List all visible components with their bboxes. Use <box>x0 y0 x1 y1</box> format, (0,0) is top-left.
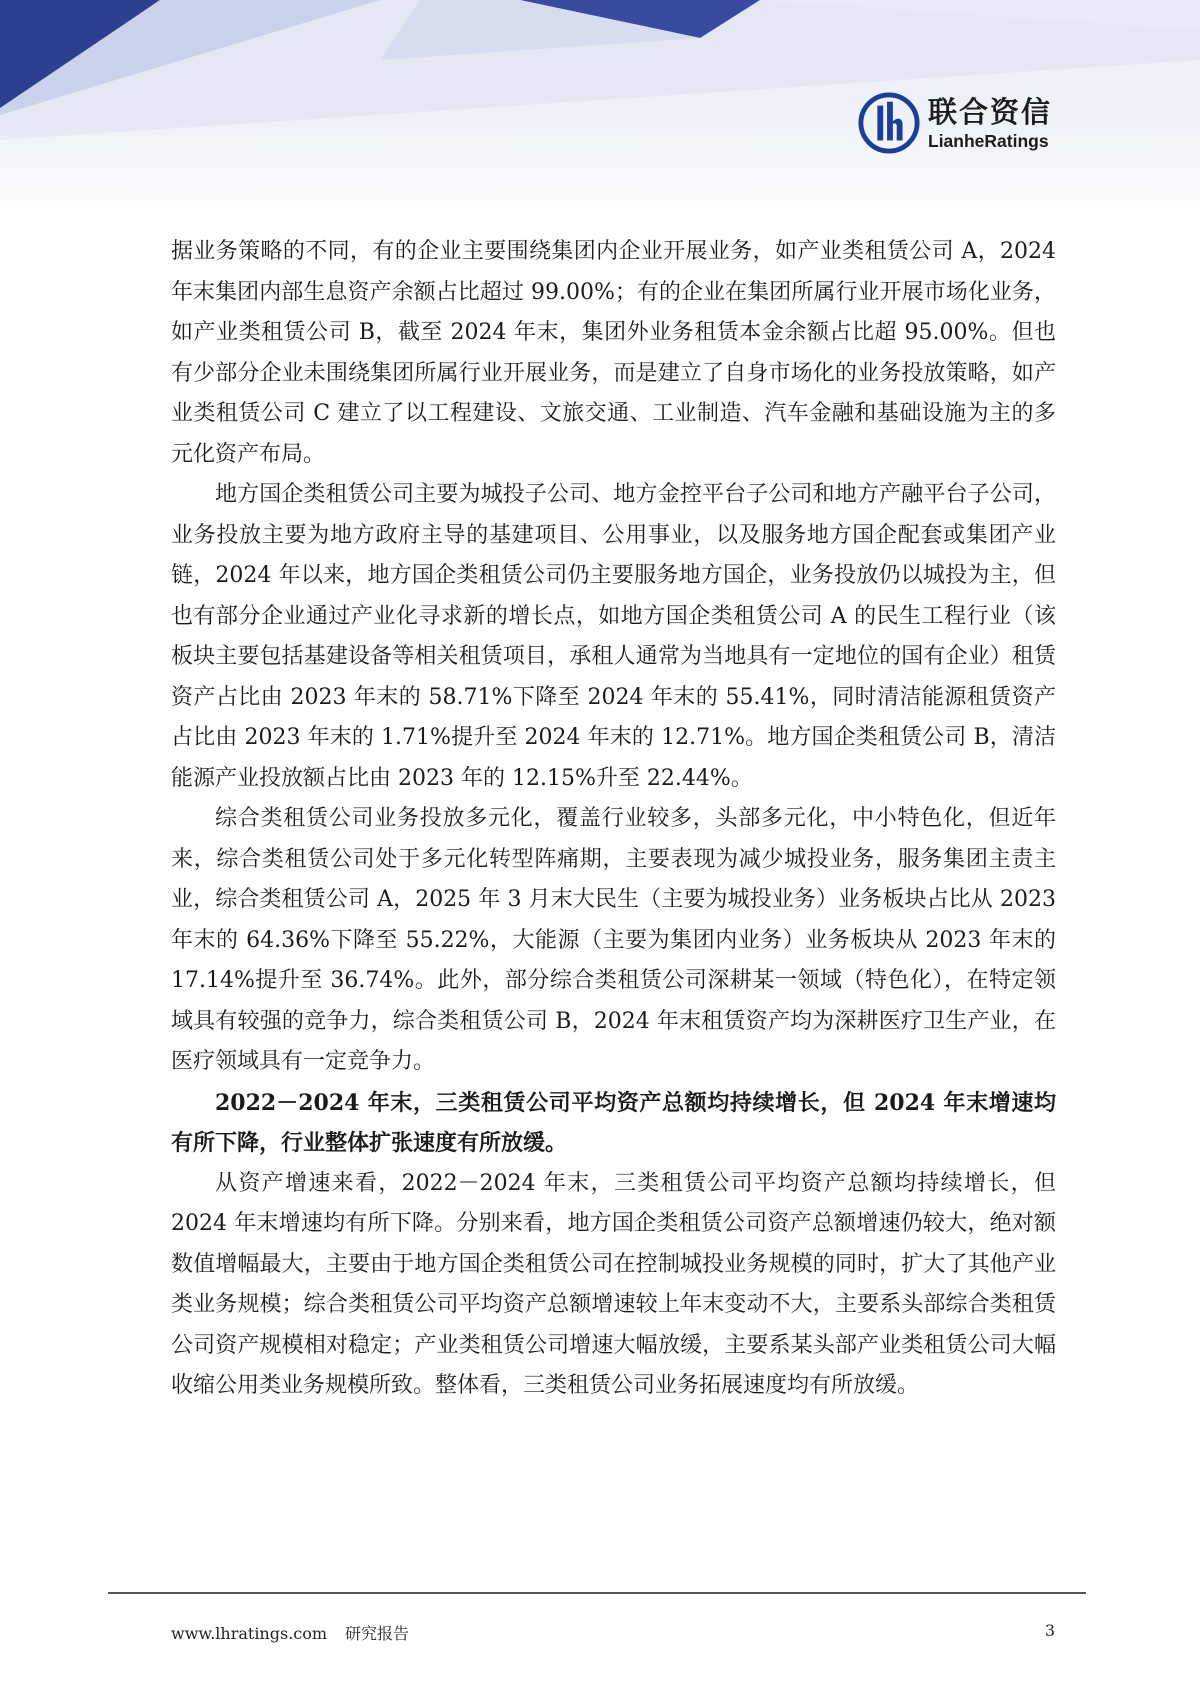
logo-chinese-name: 联合资信 <box>928 95 1053 129</box>
page-number: 3 <box>1044 1621 1055 1640</box>
section-heading: 2022－2024 年末，三类租赁公司平均资产总额均持续增长，但 2024 年末增速均有所下降，行业整体扩张速度有所放缓。 <box>171 1089 1056 1156</box>
company-logo <box>858 92 1052 154</box>
document-body <box>171 232 1056 1407</box>
footer <box>171 1621 409 1644</box>
paragraph: 从资产增速来看，2022－2024 年末，三类租赁公司平均资产总额均持续增长，但 2024 年末增速均有所下降。分别来看，地方国企类租赁公司资产总额增速仍较大，绝对额数值增幅最大，主要由于地方国企类租赁公司在控制城投业务规模的同时，扩大了其他产业类业务规模；综合类租赁公司平均资产总额增速较上年末变动不大，主要系头部综合类租赁公司资产规模相对稳定；产业类租赁公司增速大幅放缓，主要系某头部产业类租赁公司大幅收缩公用类业务规模所致。整体看，三类租赁公司业务拓展速度均有所放缓。 <box>171 1170 1056 1398</box>
paragraph: 据业务策略的不同，有的企业主要围绕集团内企业开展业务，如产业类租赁公司 A，2024 年末集团内部生息资产余额占比超过 99.00%；有的企业在集团所属行业开展市场化业务，如产业类租赁公司 B，截至 2024 年末，集团外业务租赁本金余额占比超 95.00%。但也有少部分企业未围绕集团所属行业开展业务，而是建立了自身市场化的业务投放策略，如产业类租赁公司 C 建立了以工程建设、文旅交通、工业制造、汽车金融和基础设施为主的多元化资产布局。 <box>171 239 1056 467</box>
footer-label: 研究报告 <box>345 1624 410 1643</box>
footer-divider <box>108 1592 1086 1594</box>
logo-english-name: LianheRatings <box>928 131 1049 151</box>
footer-website-link[interactable]: www.lhratings.com <box>171 1624 328 1643</box>
lianhe-logo-icon <box>858 92 920 154</box>
paragraph: 地方国企类租赁公司主要为城投子公司、地方金控平台子公司和地方产融平台子公司，业务投放主要为地方政府主导的基建项目、公用事业，以及服务地方国企配套或集团产业链，2024 年以来，地方国企类租赁公司仍主要服务地方国企，业务投放仍以城投为主，但也有部分企业通过产业化寻求新的增长点，如地方国企类租赁公司 A 的民生工程行业（该板块主要包括基建设备等相关租赁项目，承租人通常为当地具有一定地位的国有企业）租赁资产占比由 2023 年末的 58.71%下降至 2024 年末的 55.41%，同时清洁能源租赁资产占比由 2023 年末的 1.71%提升至 2024 年末的 12.71%。地方国企类租赁公司 B，清洁能源产业投放额占比由 2023 年的 12.15%升至 22.44%。 <box>171 482 1056 791</box>
paragraph: 综合类租赁公司业务投放多元化，覆盖行业较多，头部多元化，中小特色化，但近年来，综合类租赁公司处于多元化转型阵痛期，主要表现为减少城投业务，服务集团主责主业，综合类租赁公司 A，2025 年 3 月末大民生（主要为城投业务）业务板块占比从 2023 年末的 64.36%下降至 55.22%，大能源（主要为集团内业务）业务板块从 2023 年末的 17.14%提升至 36.74%。此外，部分综合类租赁公司深耕某一领域（特色化），在特定领域具有较强的竞争力，综合类租赁公司 B，2024 年末租赁资产均为深耕医疗卫生产业，在医疗领域具有一定竞争力。 <box>171 806 1056 1074</box>
